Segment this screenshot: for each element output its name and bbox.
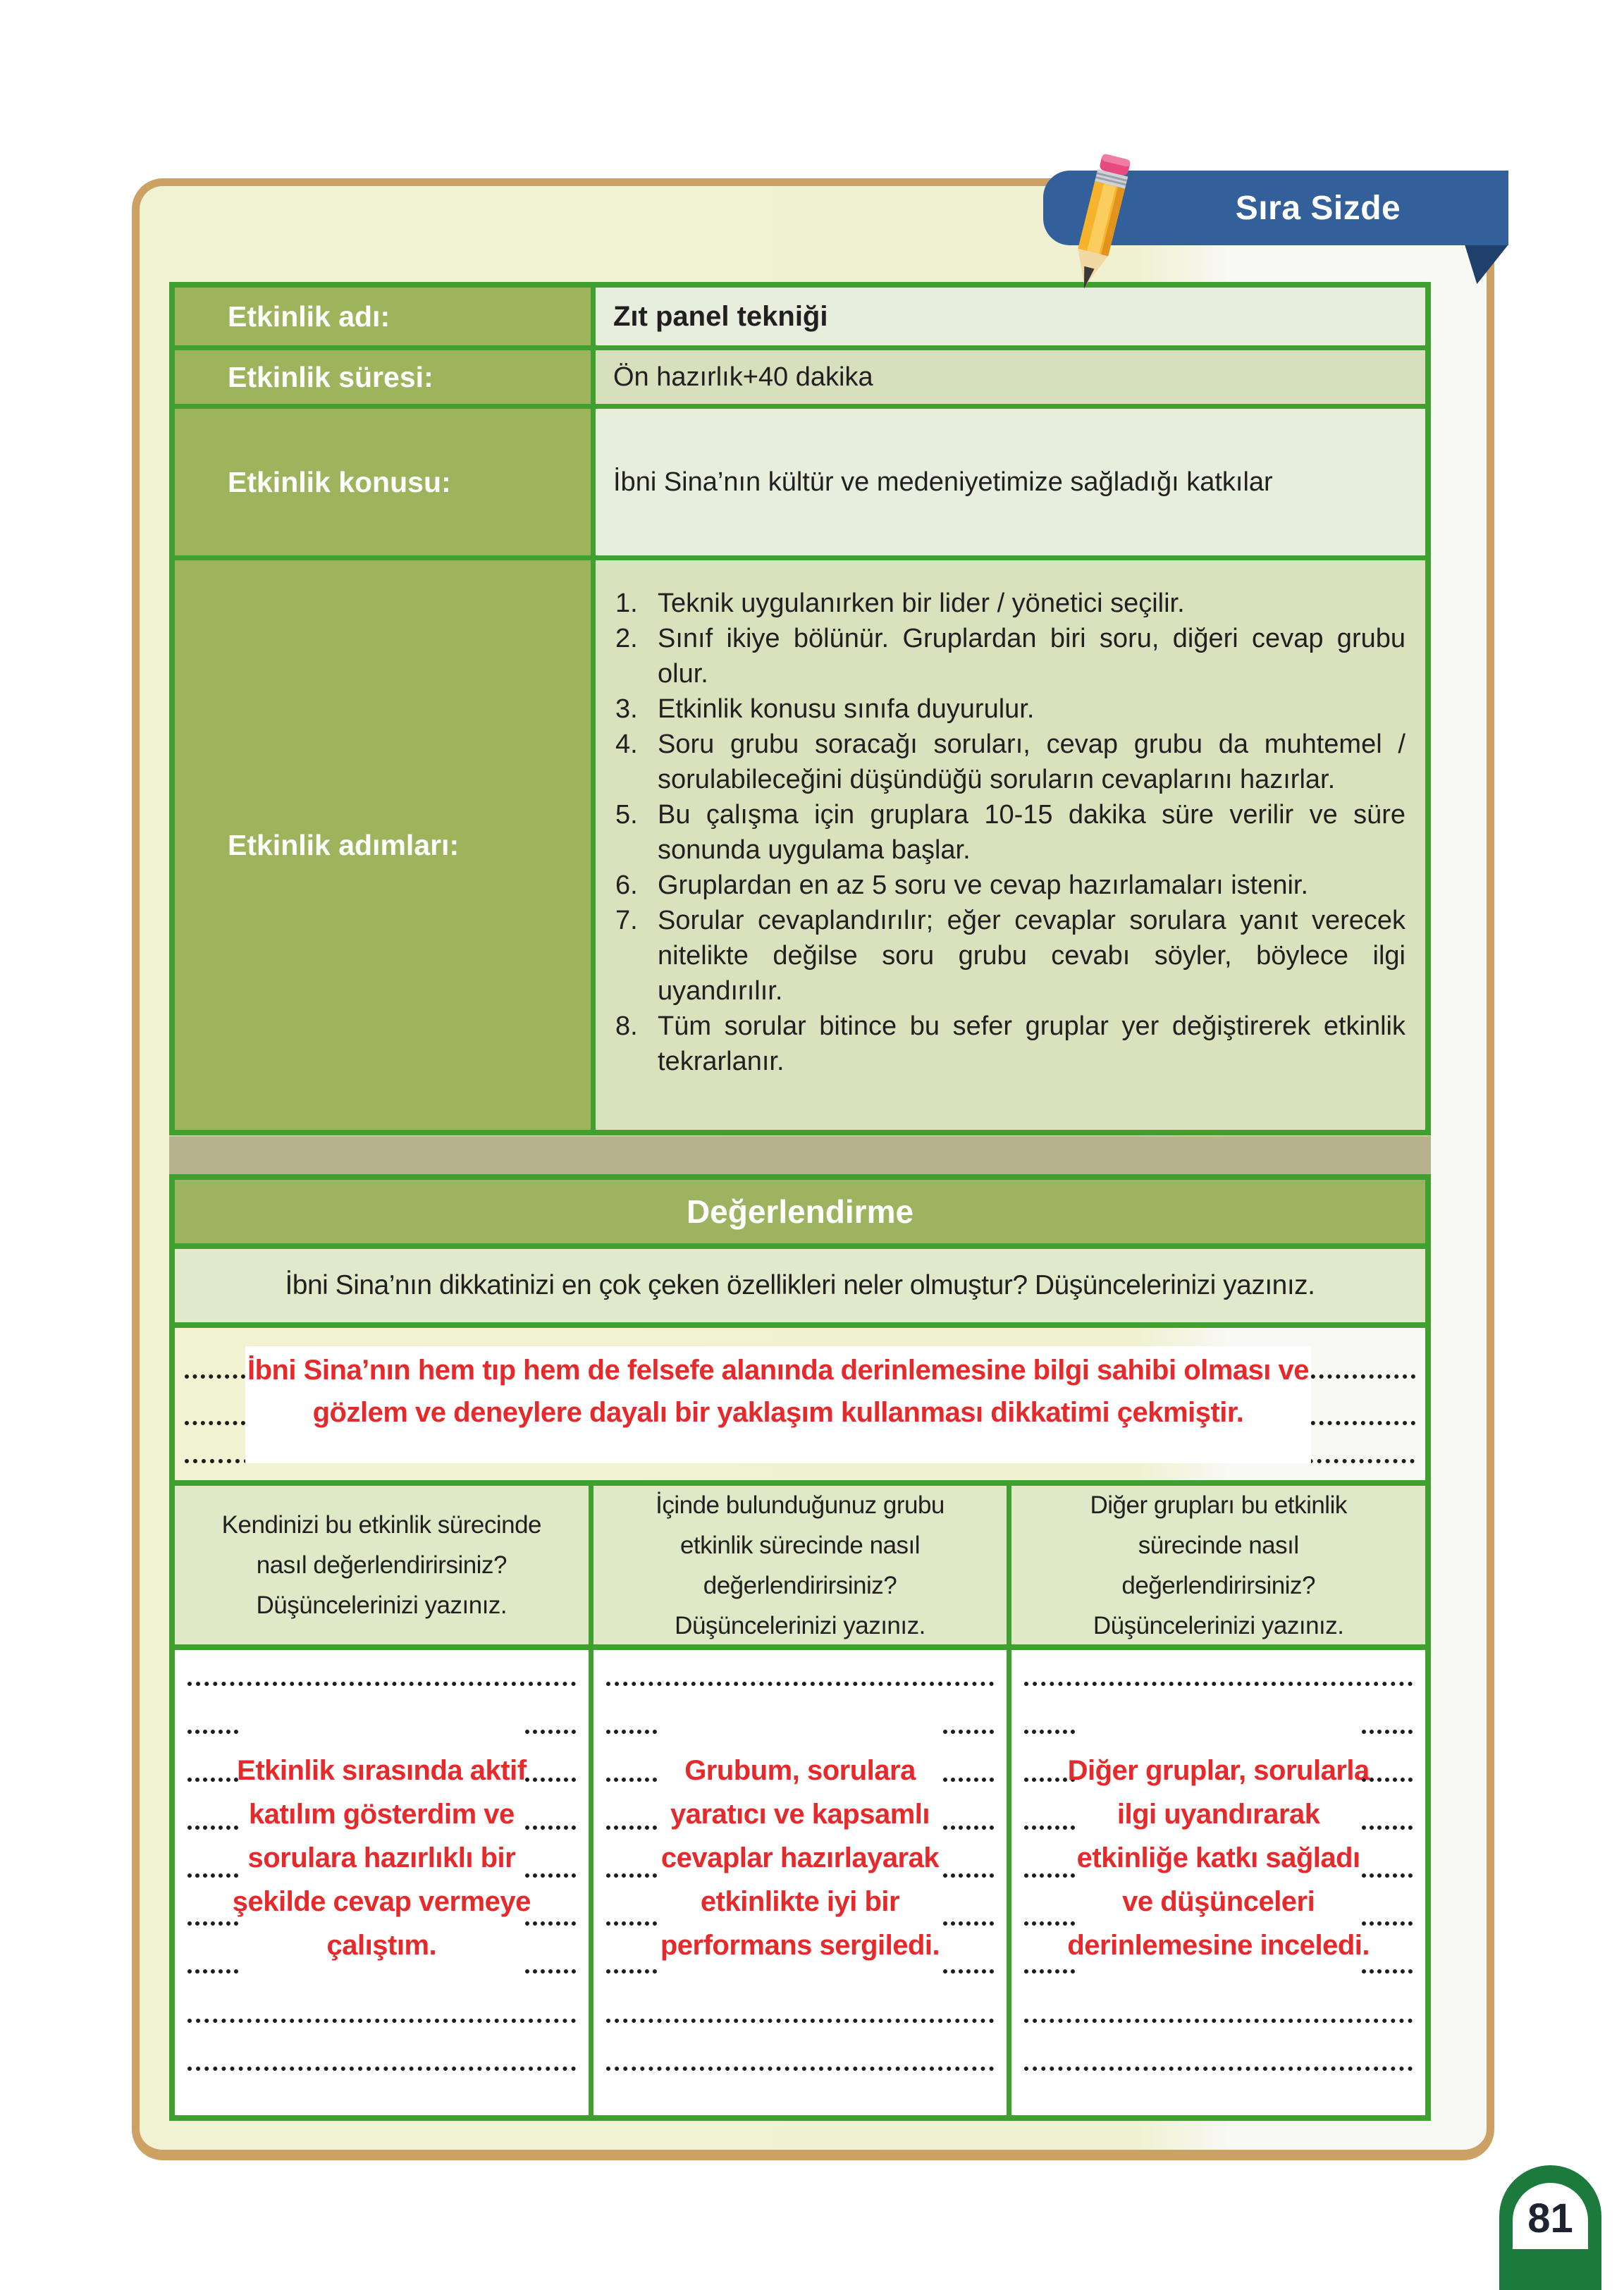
step-item: Teknik uygulanırken bir lider / yönetici seçilir.: [658, 589, 1185, 618]
dotted-line: [606, 2067, 995, 2071]
activity-duration-value: Ön hazırlık+40 dakika: [596, 350, 1425, 404]
column-answers-row: [175, 1644, 1425, 2115]
column-question-group: İçinde bulunduğunuz grubu etkinlik sürecinde nasıl değerlendirirsiniz? Düşüncelerinizi yazınız.: [589, 1486, 1007, 1644]
evaluation-section: [169, 1174, 1431, 2121]
evaluation-answer-text: İbni Sina’nın hem tıp hem de felsefe alanında derinlemesine bilgi sahibi olması ve gözlem ve deneylere dayalı bir yaklaşım kullanması dikkatimi çekmiştir.: [247, 1355, 1310, 1428]
evaluation-title: Değerlendirme: [175, 1180, 1425, 1243]
activity-topic-label: Etkinlik konusu:: [175, 409, 596, 555]
dotted-line: [1303, 1374, 1415, 1379]
evaluation-answer-area[interactable]: [175, 1322, 1425, 1480]
dotted-line: [606, 2019, 995, 2023]
activity-name-label: Etkinlik adı:: [175, 288, 596, 345]
separator-bar: [169, 1136, 1431, 1174]
step-item: Sınıf ikiye bölünür. Gruplardan biri soru, diğeri cevap grubu olur.: [658, 624, 1405, 689]
activity-steps-cell: [596, 560, 1425, 1130]
column-answer-others-text: Diğer gruplar, sorularla ilgi uyandırarak etkinliğe katkı sağladı ve düşünceleri derinlemesine inceledi.: [1067, 1755, 1370, 1961]
table-row: [175, 404, 1425, 555]
activity-table: [169, 282, 1431, 1135]
activity-topic-value: İbni Sina’nın kültür ve medeniyetimize sağladığı katkılar: [596, 409, 1425, 555]
step-item: Bu çalışma için gruplara 10-15 dakika süre verilir ve süre sonunda uygulama başlar.: [658, 800, 1405, 865]
table-row: [175, 555, 1425, 1130]
banner-title: Sıra Sizde: [1235, 189, 1401, 227]
step-item: Soru grubu soracağı soruları, cevap grubu da muhtemel / sorulabileceğini düşündüğü soruların cevaplarını hazırlar.: [658, 730, 1405, 794]
page-number-badge: [1499, 2165, 1601, 2290]
page-number: 81: [1527, 2195, 1573, 2241]
step-item: Sorular cevaplandırılır; eğer cevaplar sorulara yanıt verecek nitelikte değilse soru grubu cevabı söyler, böylece ilgi uyandırılır.: [658, 906, 1405, 1006]
dotted-line: [187, 1682, 576, 1686]
step-item: Tüm sorular bitince bu sefer gruplar yer değiştirerek etkinlik tekrarlanır.: [658, 1011, 1405, 1076]
column-answer-group[interactable]: [589, 1650, 1007, 2115]
dotted-line: [185, 1421, 245, 1425]
dotted-line: [1024, 2067, 1413, 2071]
evaluation-question: İbni Sina’nın dikkatinizi en çok çeken özellikleri neler olmuştur? Düşüncelerinizi yazınız.: [175, 1243, 1425, 1322]
activity-duration-label: Etkinlik süresi:: [175, 350, 596, 404]
column-answer-self[interactable]: [175, 1650, 589, 2115]
column-question-self: Kendinizi bu etkinlik sürecinde nasıl değerlendirirsiniz? Düşüncelerinizi yazınız.: [175, 1486, 589, 1644]
dotted-line: [187, 2019, 576, 2023]
activity-steps-list: [610, 586, 1405, 1079]
dotted-line: [187, 2067, 576, 2071]
dotted-line: [185, 1374, 245, 1379]
column-questions-row: [175, 1480, 1425, 1644]
column-question-others: Diğer grupları bu etkinlik sürecinde nasıl değerlendirirsiniz? Düşüncelerinizi yazınız.: [1007, 1486, 1425, 1644]
activity-steps-label: Etkinlik adımları:: [175, 560, 596, 1130]
dotted-line: [606, 1682, 995, 1686]
page-number-arch: [1513, 2183, 1588, 2249]
column-answer-self-text: Etkinlik sırasında aktif katılım gösterdim ve sorulara hazırlıklı bir şekilde cevap vermeye çalıştım.: [232, 1755, 531, 1961]
dotted-line: [1024, 1682, 1413, 1686]
step-item: Etkinlik konusu sınıfa duyurulur.: [658, 694, 1035, 724]
activity-name-value: Zıt panel tekniği: [596, 288, 1425, 345]
column-answer-group-text: Grubum, sorulara yaratıcı ve kapsamlı cevaplar hazırlayarak etkinlikte iyi bir performans sergiledi.: [660, 1755, 940, 1961]
dotted-line: [1024, 2019, 1413, 2023]
dotted-line: [1303, 1421, 1415, 1425]
table-row: [175, 345, 1425, 404]
table-row: [175, 288, 1425, 345]
step-item: Gruplardan en az 5 soru ve cevap hazırlamaları istenir.: [658, 870, 1309, 900]
column-answer-others[interactable]: [1007, 1650, 1425, 2115]
